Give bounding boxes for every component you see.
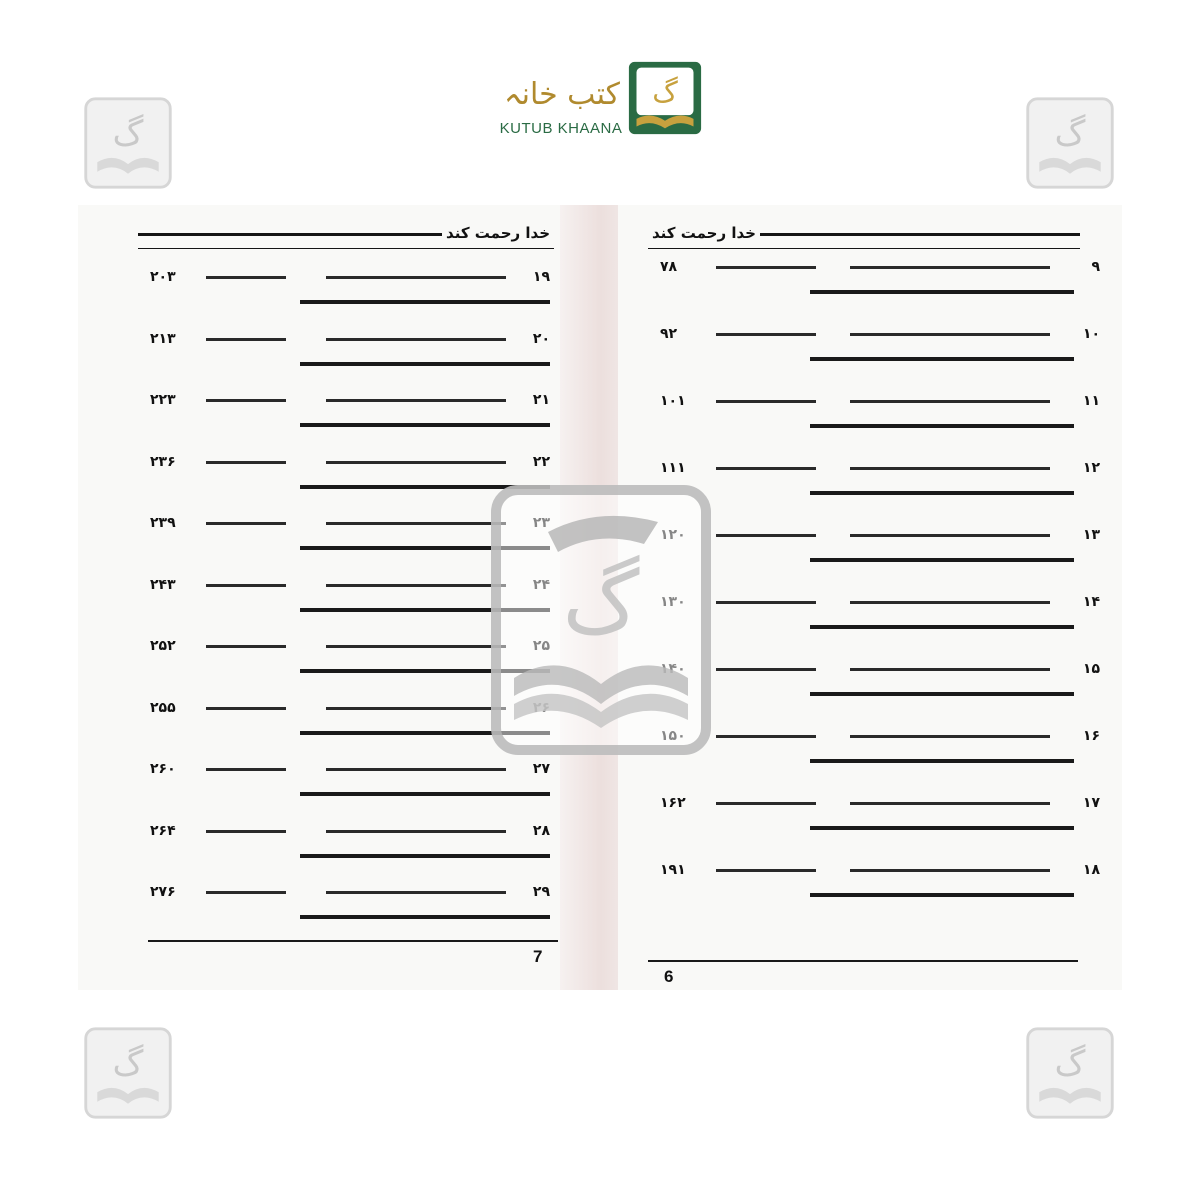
contents-entry [150,329,550,389]
brand-name-english: KUTUB KHAANA [499,120,623,137]
brand-wordmark [502,64,622,124]
entry-date-text [206,891,286,894]
entry-title-text [300,423,550,427]
entry-subtitle-text [850,467,1050,470]
entry-page-number: ۷۸ [660,259,678,275]
contents-entry [660,659,1100,719]
entry-subtitle-text [326,707,506,710]
entry-subtitle-text [326,461,506,464]
entry-subtitle-text [326,645,506,648]
page-header-title: خدا رحمت کند [442,224,554,242]
entry-date-text [716,601,816,604]
entry-number: ۲۹ [532,884,550,900]
svg-text:گ: گ [112,1043,144,1084]
entry-title-text [810,558,1074,562]
entry-title-text [810,290,1074,294]
entry-date-text [206,338,286,341]
entry-number: ۱۹ [532,269,550,285]
page-header-title: خدا رحمت کند [648,224,760,242]
entry-date-text [716,869,816,872]
entry-subtitle-text [850,802,1050,805]
entry-subtitle-text [326,338,506,341]
entry-date-text [206,645,286,648]
entry-subtitle-text [850,266,1050,269]
entry-number: ۱۸ [1082,862,1100,878]
book-logo-icon [627,60,703,136]
entry-date-text [716,534,816,537]
entry-date-text [206,399,286,402]
entry-page-number: ۲۵۲ [150,638,176,654]
brand-name-urdu: کتب خانہ [504,77,620,112]
entry-number: ۱۶ [1082,728,1100,744]
entry-page-number: ۲۲۳ [150,392,176,408]
entry-subtitle-text [850,735,1050,738]
entry-title-text [810,491,1074,495]
center-watermark-logo-icon [488,482,714,758]
entry-page-number: ۲۶۰ [150,761,176,777]
entry-number: ۲۷ [532,761,550,777]
contents-entry [150,882,550,942]
entry-title-text [810,692,1074,696]
entry-date-text [716,802,816,805]
entry-title-text [810,826,1074,830]
entry-subtitle-text [850,869,1050,872]
entry-subtitle-text [850,400,1050,403]
entry-page-number: ۱۶۲ [660,795,686,811]
entry-date-text [716,467,816,470]
entry-date-text [716,668,816,671]
entry-subtitle-text [326,830,506,833]
entry-page-number: ۲۵۵ [150,699,176,716]
entry-subtitle-text [850,534,1050,537]
entry-page-number: ۹۲ [660,326,678,342]
entry-subtitle-text [326,584,506,587]
contents-entry [660,391,1100,451]
contents-entry [660,257,1100,317]
entry-title-text [810,625,1074,629]
entry-page-number: ۲۰۳ [150,269,176,285]
footer-rule [648,960,1078,962]
entry-number: ۲۱ [532,392,550,408]
contents-entry [660,726,1100,786]
entry-date-text [206,584,286,587]
entry-subtitle-text [326,276,506,279]
entry-number: ۱۲ [1082,460,1100,476]
contents-entry [150,759,550,819]
entry-number: ۲۸ [532,822,550,839]
entry-date-text [206,830,286,833]
contents-entry [660,793,1100,853]
entry-number: ۲۰ [532,330,550,347]
entry-title-text [300,362,550,366]
page-number: 7 [533,947,543,966]
entry-subtitle-text [326,399,506,402]
entry-subtitle-text [850,668,1050,671]
entry-subtitle-text [850,601,1050,604]
entry-title-text [810,424,1074,428]
contents-entry [150,821,550,881]
entry-number: ۱۵ [1082,661,1100,677]
entry-date-text [206,461,286,464]
brand-logo[interactable] [492,58,710,142]
svg-text:گ: گ [112,113,144,154]
entry-subtitle-text [326,768,506,771]
entry-page-number: ۲۳۶ [150,453,176,470]
entry-page-number: ۱۰۱ [660,393,686,409]
entry-date-text [716,266,816,269]
page-number: 6 [664,967,674,986]
page-header [648,224,1080,249]
entry-title-text [810,759,1074,763]
contents-entry [660,458,1100,518]
entry-title-text [300,300,550,304]
entry-date-text [206,276,286,279]
entry-title-text [300,915,550,919]
entry-date-text [206,768,286,771]
entry-number: ۱۷ [1082,795,1100,811]
entry-number: ۱۱ [1082,393,1100,409]
entry-page-number: ۲۴۳ [150,576,176,593]
footer-rule [148,940,558,942]
entry-page-number: ۲۳۹ [150,515,176,531]
badge-glyph: گ [652,75,678,109]
entry-date-text [716,400,816,403]
entry-page-number: ۲۷۶ [150,884,176,900]
contents-entry [660,860,1100,920]
entry-page-number: ۲۱۳ [150,330,176,347]
entry-subtitle-text [326,891,506,894]
entry-number: ۲۲ [532,453,550,470]
watermark-logo-icon [80,1025,176,1121]
entry-title-text [810,893,1074,897]
watermark-logo-icon [80,95,176,191]
contents-entry [150,267,550,327]
contents-entry [660,525,1100,585]
entry-number: ۹ [1091,259,1100,275]
svg-text:گ: گ [562,553,640,653]
entry-number: ۱۰ [1082,326,1100,342]
entry-subtitle-text [326,522,506,525]
entry-number: ۱۴ [1082,594,1100,610]
entry-date-text [206,707,286,710]
entry-page-number: ۱۹۱ [660,862,686,878]
contents-entry [660,592,1100,652]
entry-date-text [716,333,816,336]
watermark-logo-icon [1022,1025,1118,1121]
contents-entry [660,324,1100,384]
contents-entry [150,390,550,450]
entry-number: ۱۳ [1082,527,1100,543]
entry-subtitle-text [850,333,1050,336]
entry-title-text [810,357,1074,361]
svg-text:گ: گ [1054,113,1086,154]
page-header [138,224,554,249]
entry-page-number: ۲۶۴ [150,822,176,839]
entry-title-text [300,792,550,796]
svg-text:گ: گ [1054,1043,1086,1084]
entry-title-text [300,854,550,858]
entry-page-number: ۱۱۱ [660,460,686,476]
watermark-logo-icon [1022,95,1118,191]
entry-date-text [716,735,816,738]
entry-date-text [206,522,286,525]
